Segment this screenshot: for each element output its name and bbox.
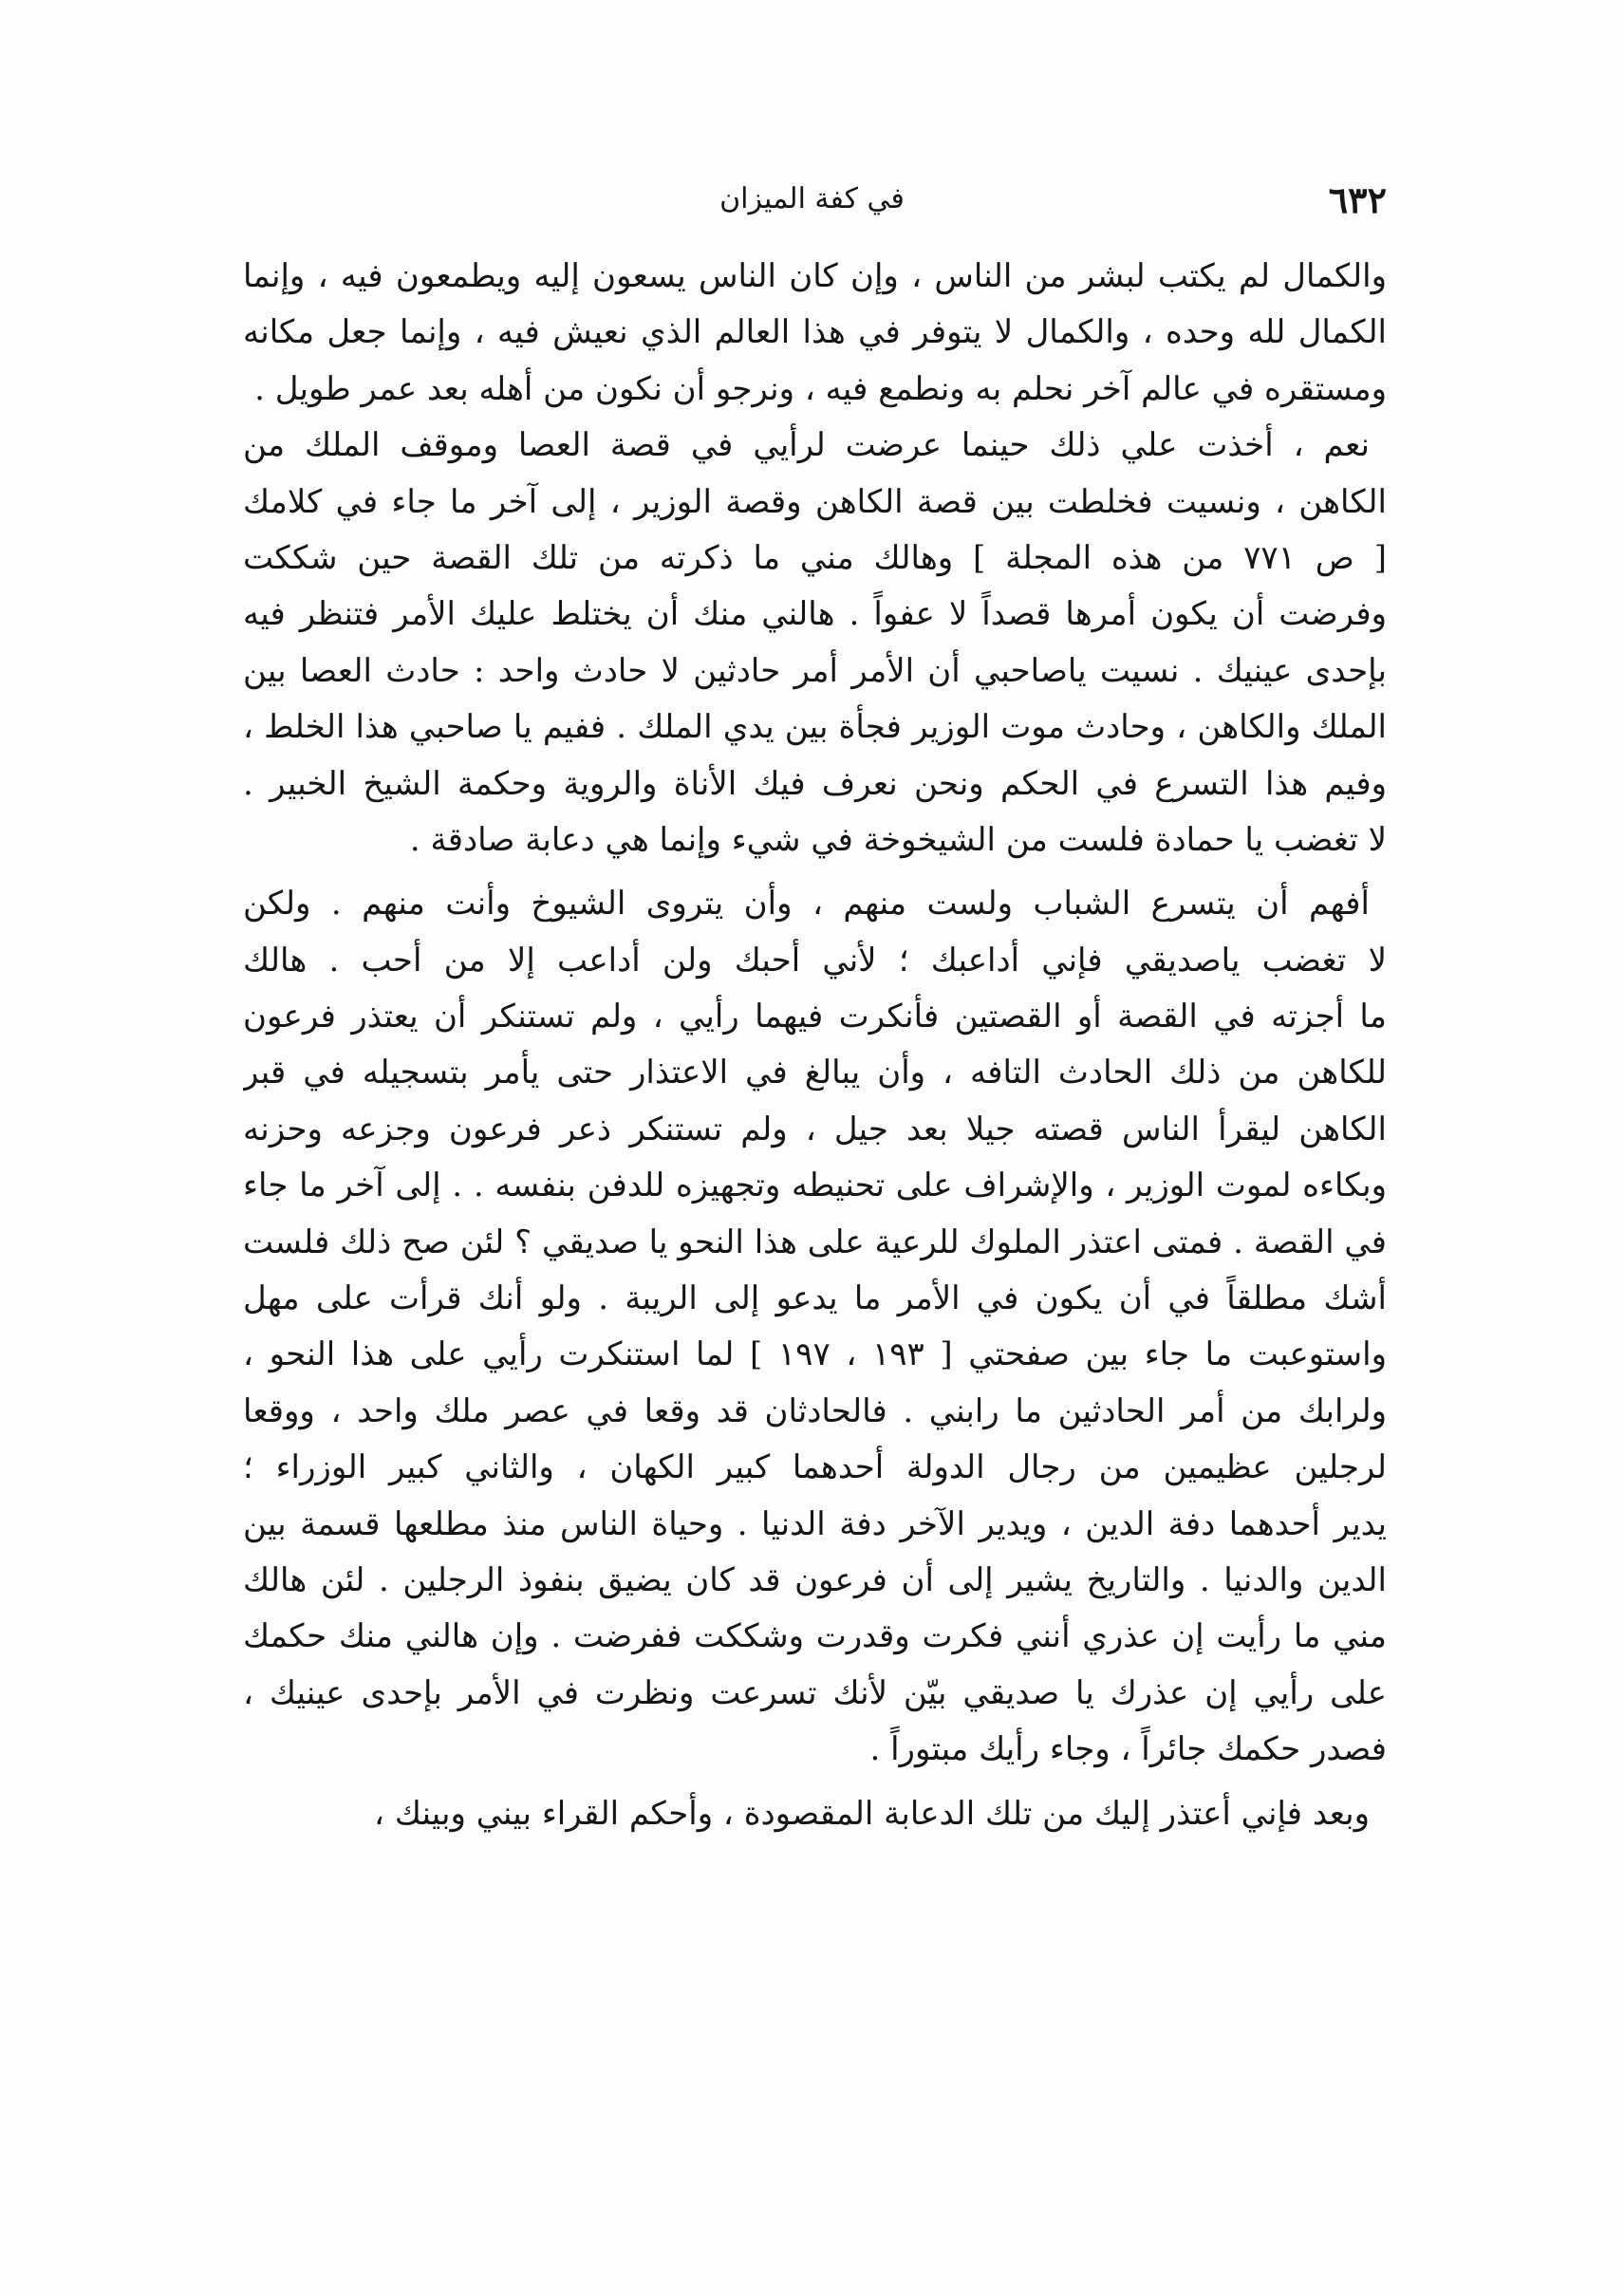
text-line: فصدر حكمك جائراً ، وجاء رأيك مبتوراً . xyxy=(869,1730,1387,1769)
text-line: الكاهن ليقرأ الناس قصته جيلا بعد جيل ، ولم تستنكر ذعر فرعون وجزعه وحزنه xyxy=(243,1110,1387,1148)
text-line: على رأيي إن عذرك يا صديقي بيّن لأنك تسرعت ونظرت في الأمر بإحدى عينيك ، xyxy=(243,1673,1387,1712)
text-line: الكمال لله وحده ، والكمال لا يتوفر في هذا العالم الذي نعيش فيه ، وإنما جعل مكانه xyxy=(243,313,1387,352)
text-line: ومستقره في عالم آخر نحلم به ونطمع فيه ، ونرجو أن نكون من أهله بعد عمر طويل . xyxy=(254,369,1387,408)
paragraph-4 xyxy=(243,1786,1387,1842)
text-line: وفيم هذا التسرع في الحكم ونحن نعرف فيك الأناة والروية وحكمة الشيخ الخبير . xyxy=(243,764,1387,803)
text-line: مني ما رأيت إن عذري أنني فكرت وقدرت وشككت ففرضت . وإن هالني منك حكمك xyxy=(243,1617,1387,1656)
text-line: وبعد فإني أعتذر إليك من تلك الدعابة المقصودة ، وأحكم القراء بيني وبينك ، xyxy=(374,1794,1370,1833)
text-line: بإحدى عينيك . نسيت ياصاحبي أن الأمر أمر حادثين لا حادث واحد : حادث العصا بين xyxy=(243,651,1387,690)
text-line: لا تغضب يا حمادة فلست من الشيخوخة في شيء وإنما هي دعابة صادقة . xyxy=(409,820,1387,859)
text-line: وفرضت أن يكون أمرها قصداً لا عفواً . هالني منك أن يختلط عليك الأمر فتنظر فيه xyxy=(243,595,1387,634)
text-line: ما أجزته في القصة أو القصتين فأنكرت فيهما رأيي ، ولم تستنكر أن يعتذر فرعون xyxy=(243,998,1387,1036)
text-line: الدين والدنيا . والتاريخ يشير إلى أن فرعون قد كان يضيق بنفوذ الرجلين . لئن هالك xyxy=(243,1560,1387,1599)
running-title: في كفة الميزان xyxy=(719,182,905,215)
text-line: يدير أحدهما دفة الدين ، ويدير الآخر دفة الدنيا . وحياة الناس منذ مطلعها قسمة بين xyxy=(243,1504,1387,1543)
running-head xyxy=(237,178,1387,235)
text-line: والكمال لم يكتب لبشر من الناس ، وإن كان الناس يسعون إليه ويطمعون فيه ، وإنما xyxy=(243,257,1387,295)
text-line: [ ص ٧٧١ من هذه المجلة ] وهالك مني ما ذكرته من تلك القصة حين شككت xyxy=(243,538,1387,577)
text-line: في القصة . فمتى اعتذر الملوك للرعية على هذا النحو يا صديقي ؟ لئن صح ذلك فلست xyxy=(243,1222,1387,1261)
text-line: أشك مطلقاً في أن يكون في الأمر ما يدعو إلى الريبة . ولو أنك قرأت على مهل xyxy=(243,1279,1387,1318)
text-line: لرجلين عظيمين من رجال الدولة أحدهما كبير الكهان ، والثاني كبير الوزراء ؛ xyxy=(243,1448,1387,1487)
text-line: الملك والكاهن ، وحادث موت الوزير فجأة بين يدي الملك . ففيم يا صاحبي هذا الخلط ، xyxy=(243,708,1387,747)
paragraph-1 xyxy=(243,249,1387,418)
paragraph-3 xyxy=(243,876,1387,1778)
text-line: وبكاءه لموت الوزير ، والإشراف على تحنيطه وتجهيزه للدفن بنفسه . . إلى آخر ما جاء xyxy=(243,1166,1387,1205)
body-text xyxy=(243,249,1387,1842)
text-line: أفهم أن يتسرع الشباب ولست منهم ، وأن يتروى الشيوخ وأنت منهم . ولكن xyxy=(243,885,1370,924)
text-line: الكاهن ، ونسيت فخلطت بين قصة الكاهن وقصة الوزير ، إلى آخر ما جاء في كلامك xyxy=(243,482,1387,521)
text-line: لا تغضب ياصديقي فإني أداعبك ؛ لأني أحبك ولن أداعب إلا من أحب . هالك xyxy=(243,941,1387,980)
text-line: للكاهن من ذلك الحادث التافه ، وأن يبالغ في الاعتذار حتى يأمر بتسجيله في قبر xyxy=(243,1054,1387,1092)
text-line: نعم ، أخذت علي ذلك حينما عرضت لرأيي في قصة العصا وموقف الملك من xyxy=(243,426,1370,465)
page-number: ٦٣٢ xyxy=(1328,178,1387,221)
paragraph-2 xyxy=(243,418,1387,868)
text-line: واستوعبت ما جاء بين صفحتي [ ١٩٣ ، ١٩٧ ] لما استنكرت رأيي على هذا النحو ، xyxy=(243,1335,1387,1374)
text-line: ولرابك من أمر الحادثين ما رابني . فالحادثان قد وقعا في عصر ملك واحد ، ووقعا xyxy=(243,1391,1387,1430)
